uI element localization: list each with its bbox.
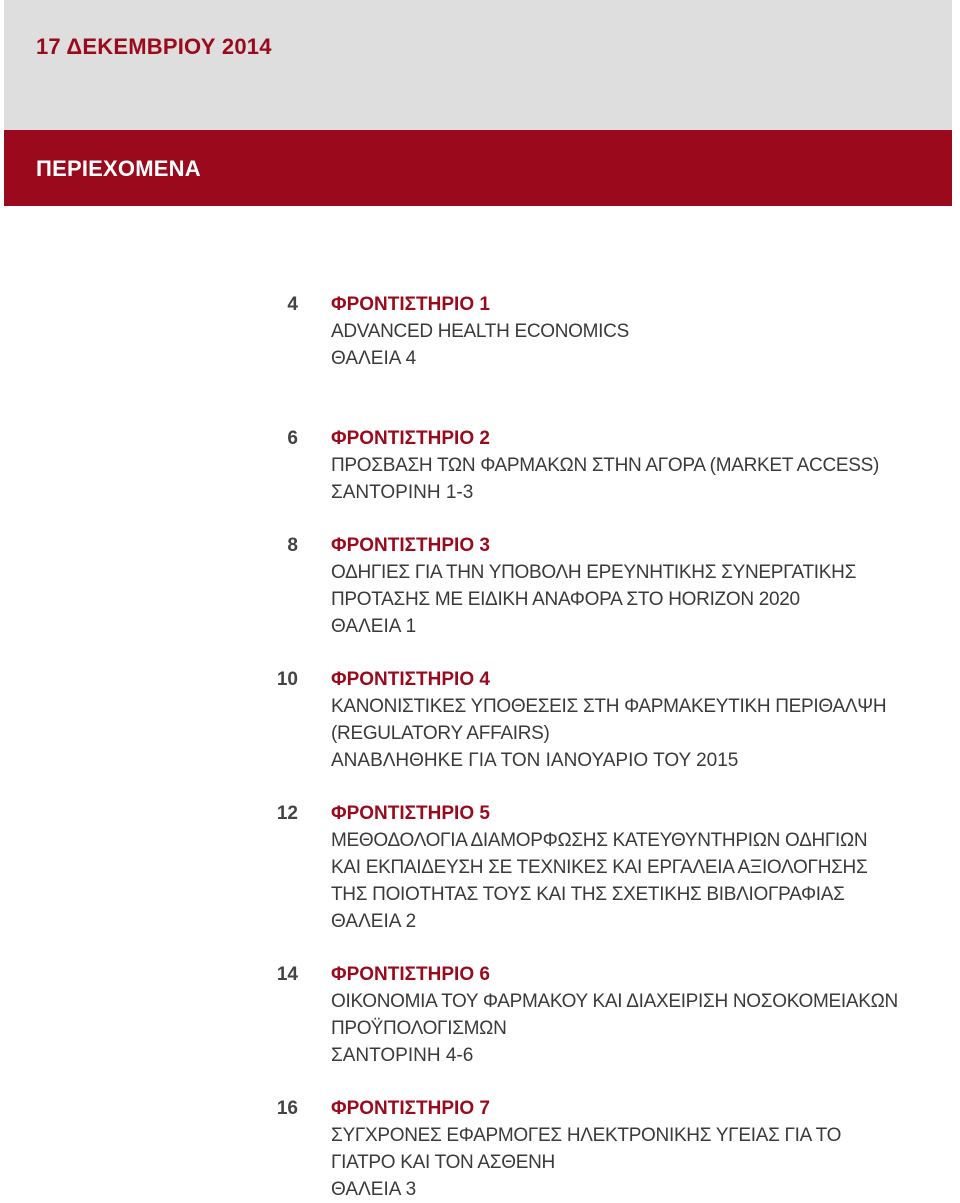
- toc-entry-location: ΣΑΝΤΟΡΙΝΗ 4-6: [331, 1045, 474, 1066]
- toc-entry-description-line: ΚΑΝΟΝΙΣΤΙΚΕΣ ΥΠΟΘΕΣΕΙΣ ΣΤΗ ΦΑΡΜΑΚΕΥΤΙΚΗ ΠΕΡΙΘΑΛΨΗ: [331, 696, 887, 717]
- toc-entry-location: ΘΑΛΕΙΑ 2: [331, 911, 417, 932]
- toc-entry-description-line: ΠΡΟΣΒΑΣΗ ΤΩΝ ΦΑΡΜΑΚΩΝ ΣΤΗΝ ΑΓΟΡΑ (MARKET ACCESS): [331, 455, 880, 476]
- toc-entry-title: ΦΡΟΝΤΙΣΤΗΡΙΟ 6: [331, 964, 490, 985]
- toc-entry-title: ΦΡΟΝΤΙΣΤΗΡΙΟ 5: [331, 803, 490, 824]
- toc-entry-description-line: ΜΕΘΟΔΟΛΟΓΙΑ ΔΙΑΜΟΡΦΩΣΗΣ ΚΑΤΕΥΘΥΝΤΗΡΙΩΝ ΟΔΗΓΙΩΝ: [331, 830, 868, 851]
- toc-entry-body: [331, 961, 956, 1069]
- toc-entry-title: ΦΡΟΝΤΙΣΤΗΡΙΟ 1: [331, 294, 490, 315]
- toc-entry-description-line: ΣΥΓΧΡΟΝΕΣ ΕΦΑΡΜΟΓΕΣ ΗΛΕΚΤΡΟΝΙΚΗΣ ΥΓΕΙΑΣ ΓΙΑ ΤΟ: [331, 1125, 842, 1146]
- toc-page-number: 4: [287, 294, 298, 315]
- toc-entry-body: [331, 425, 956, 506]
- date-band: [4, 0, 952, 130]
- toc-entry-title: ΦΡΟΝΤΙΣΤΗΡΙΟ 3: [331, 535, 490, 556]
- toc-entry-description-line: (REGULATORY AFFAIRS): [331, 723, 550, 744]
- toc-entry-body: [331, 1095, 956, 1203]
- toc-entry-title: ΦΡΟΝΤΙΣΤΗΡΙΟ 7: [331, 1098, 490, 1119]
- toc-page-number: 10: [276, 669, 298, 690]
- toc-entry-location: ΑΝΑΒΛΗΘΗΚΕ ΓΙΑ ΤΟΝ ΙΑΝΟΥΑΡΙΟ ΤΟΥ 2015: [331, 750, 739, 771]
- toc-page-number: 6: [287, 428, 298, 449]
- toc-page-number: 12: [276, 803, 298, 824]
- toc-entry-description-line: ΤΗΣ ΠΟΙΟΤΗΤΑΣ ΤΟΥΣ ΚΑΙ ΤΗΣ ΣΧΕΤΙΚΗΣ ΒΙΒΛΙΟΓΡΑΦΙΑΣ: [331, 884, 845, 905]
- toc-entry-description-line: ΠΡΟΤΑΣΗΣ ΜΕ ΕΙΔΙΚΗ ΑΝΑΦΟΡΑ ΣΤΟ HORIZON 2020: [331, 589, 800, 610]
- toc-entry-description-line: ΓΙΑΤΡΟ ΚΑΙ ΤΟΝ ΑΣΘΕΝΗ: [331, 1152, 555, 1173]
- toc-entry-location: ΘΑΛΕΙΑ 3: [331, 1179, 417, 1200]
- section-title: ΠΕΡΙΕΧΟΜΕΝΑ: [36, 156, 201, 181]
- toc-entry-description-line: ΟΔΗΓΙΕΣ ΓΙΑ ΤΗΝ ΥΠΟΒΟΛΗ ΕΡΕΥΝΗΤΙΚΗΣ ΣΥΝΕΡΓΑΤΙΚΗΣ: [331, 562, 857, 583]
- toc-page-number: 16: [276, 1098, 298, 1119]
- toc-entry-body: [331, 532, 956, 640]
- toc-entry-body: [331, 800, 956, 935]
- toc-entry-body: [331, 291, 956, 372]
- toc-entry-title: ΦΡΟΝΤΙΣΤΗΡΙΟ 2: [331, 428, 490, 449]
- toc-entry-location: ΘΑΛΕΙΑ 1: [331, 616, 417, 637]
- toc-entry-description-line: ΚΑΙ ΕΚΠΑΙΔΕΥΣΗ ΣΕ ΤΕΧΝΙΚΕΣ ΚΑΙ ΕΡΓΑΛΕΙΑ ΑΞΙΟΛΟΓΗΣΗΣ: [331, 857, 868, 878]
- document-date: 17 ΔΕΚΕΜΒΡΙΟΥ 2014: [36, 34, 272, 59]
- toc-page-number: 14: [276, 964, 298, 985]
- toc-entry-description-line: ADVANCED HEALTH ECONOMICS: [331, 321, 629, 342]
- toc-entry-title: ΦΡΟΝΤΙΣΤΗΡΙΟ 4: [331, 669, 490, 690]
- toc-entry-description-line: ΟΙΚΟΝΟΜΙΑ ΤΟΥ ΦΑΡΜΑΚΟΥ ΚΑΙ ΔΙΑΧΕΙΡΙΣΗ ΝΟΣΟΚΟΜΕΙΑΚΩΝ: [331, 991, 898, 1012]
- toc-entry-location: ΣΑΝΤΟΡΙΝΗ 1-3: [331, 482, 474, 503]
- toc-entry-location: ΘΑΛΕΙΑ 4: [331, 348, 417, 369]
- toc-entry-description-line: ΠΡΟΫΠΟΛΟΓΙΣΜΩΝ: [331, 1018, 507, 1039]
- toc-entry-body: [331, 666, 956, 774]
- toc-page-number: 8: [287, 535, 298, 556]
